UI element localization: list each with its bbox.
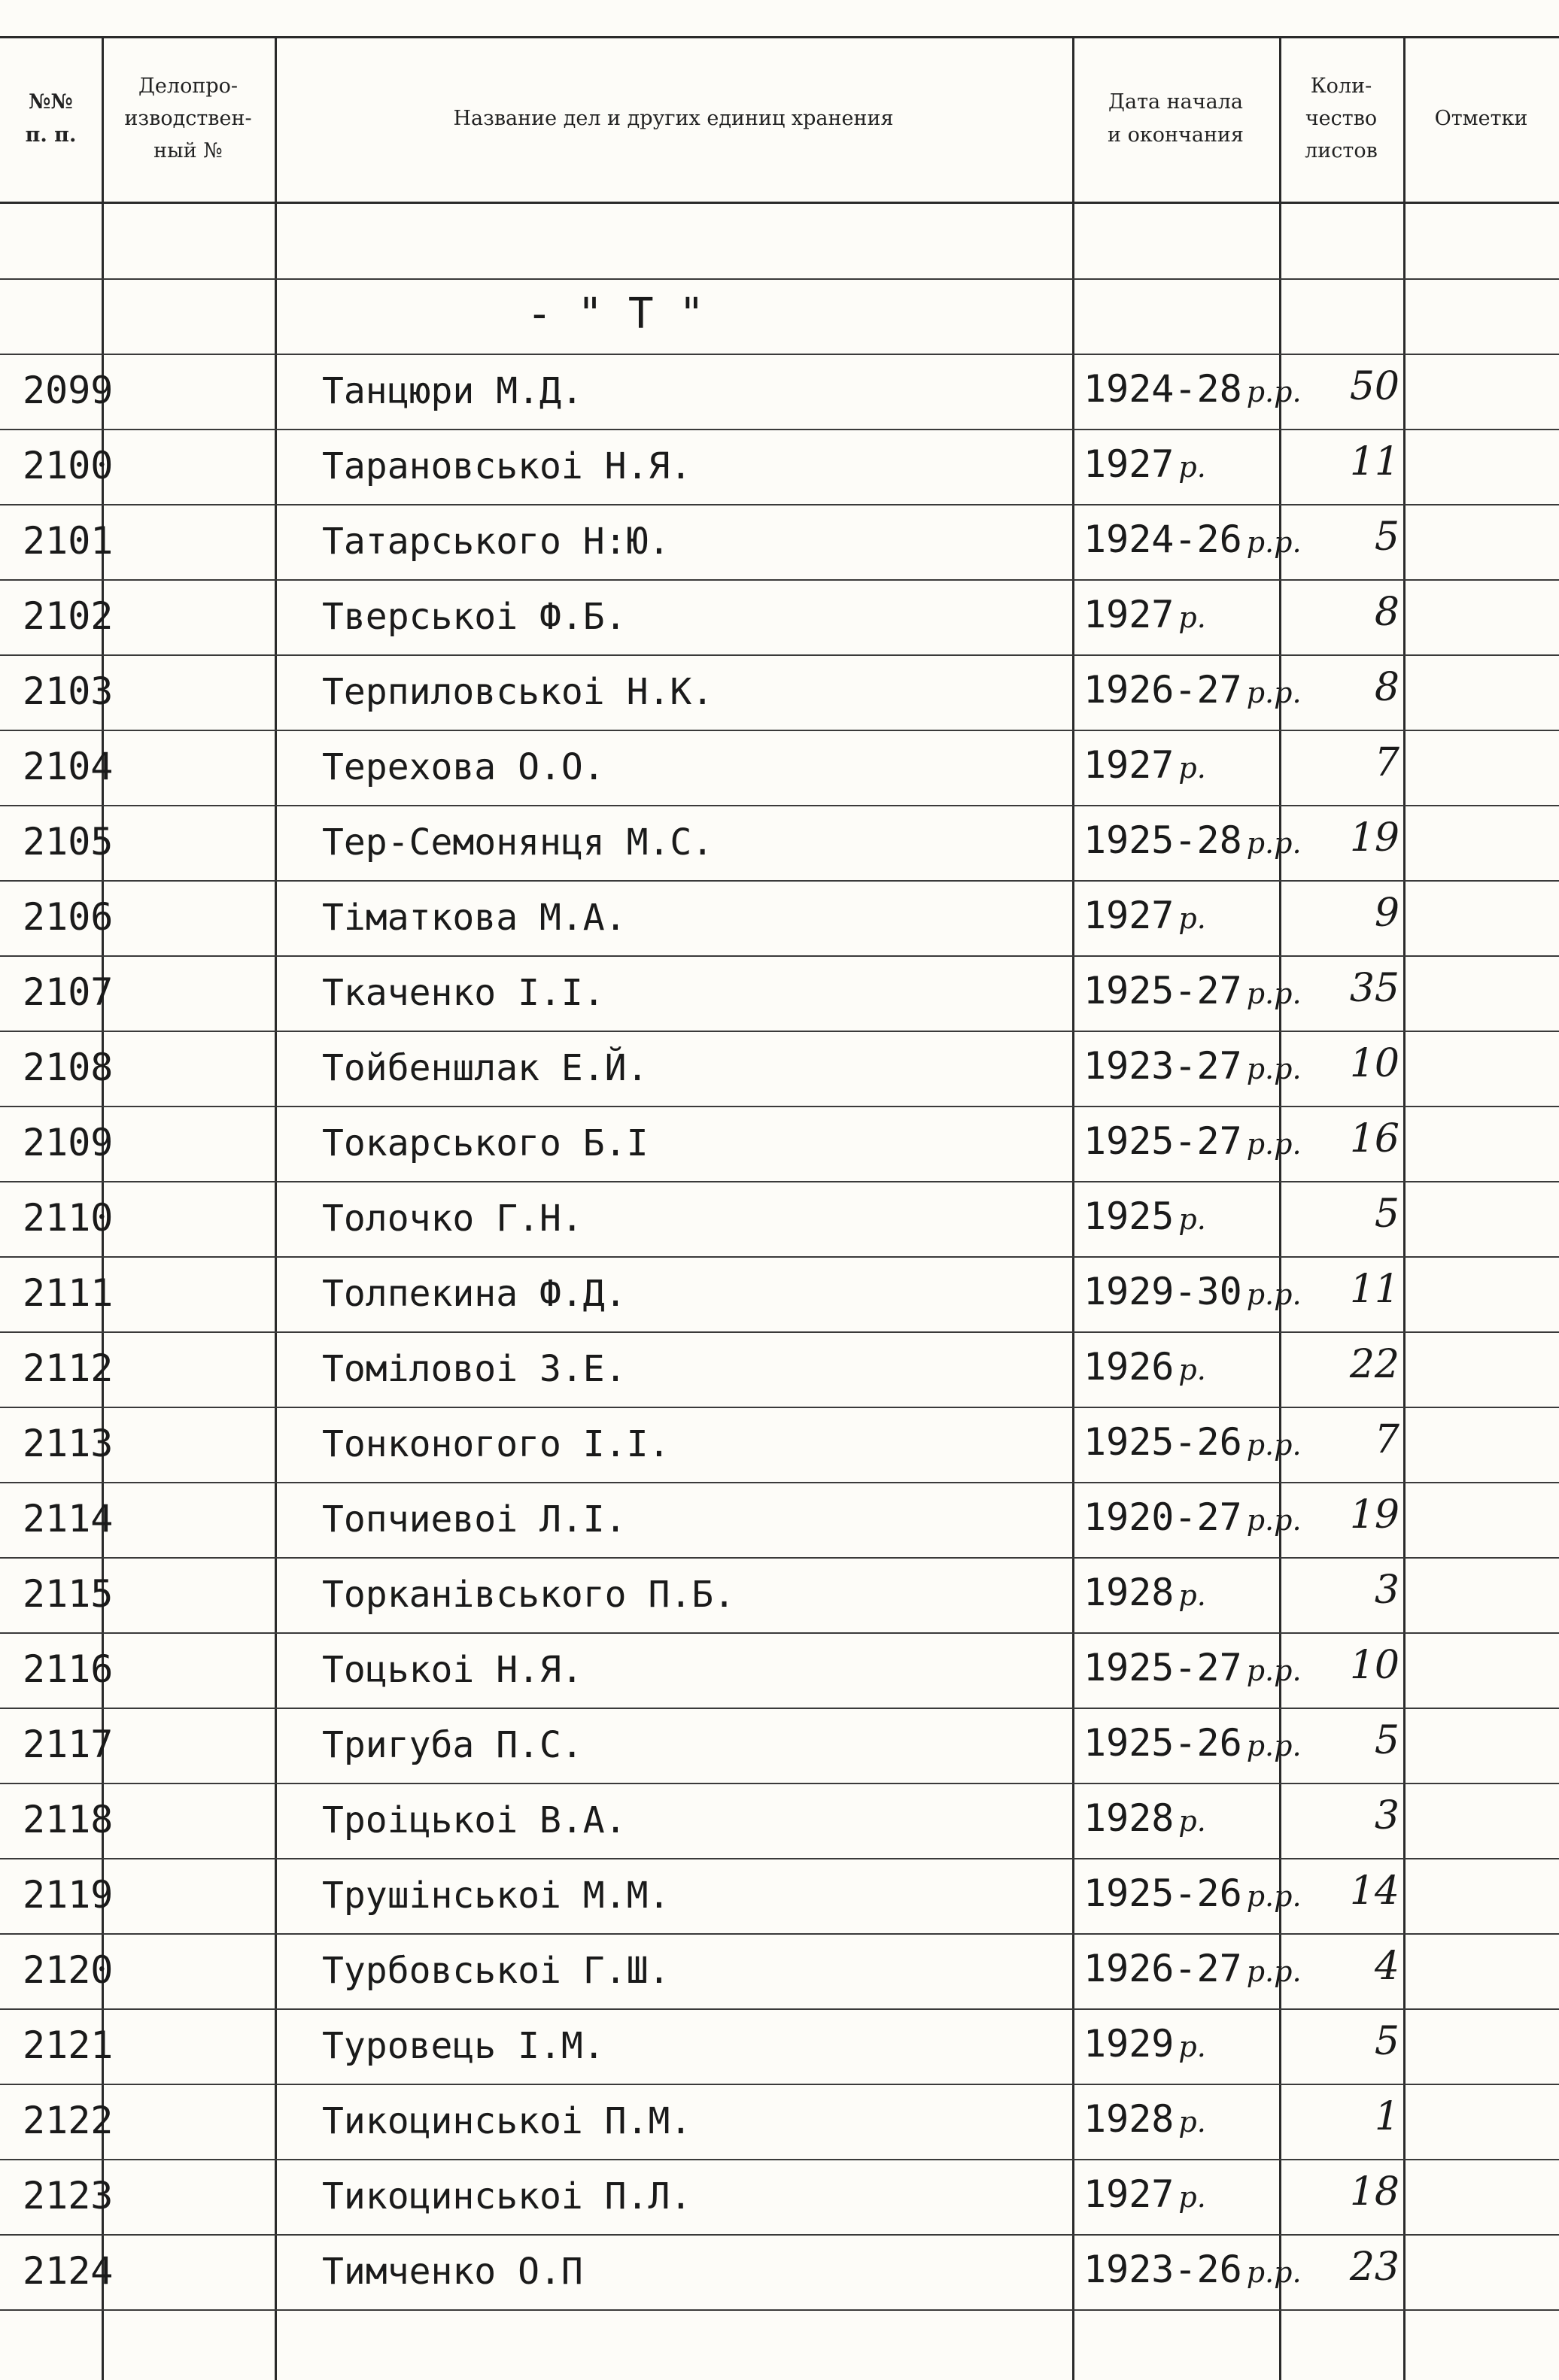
row-dates <box>1083 367 1302 411</box>
row-number: 2111 <box>23 1271 114 1315</box>
row-dates <box>1083 1044 1302 1088</box>
row-number: 2116 <box>23 1647 114 1691</box>
row-number: 2115 <box>23 1572 114 1616</box>
row-rule <box>0 429 1559 430</box>
row-year-suffix: р. <box>1178 902 1206 935</box>
row-number: 2119 <box>23 1873 114 1917</box>
row-dates <box>1083 1345 1206 1389</box>
row-rule <box>0 1256 1559 1258</box>
row-year-suffix: р. <box>1178 1353 1206 1386</box>
row-title: Туровець I.М. <box>322 2025 605 2067</box>
column-divider <box>1072 38 1074 2380</box>
row-year-suffix: р.р. <box>1246 1278 1302 1311</box>
row-date-range: 1923-26 <box>1083 2248 1242 2291</box>
row-year-suffix: р.р. <box>1246 526 1302 559</box>
row-number: 2099 <box>23 369 114 412</box>
row-number: 2114 <box>23 1497 114 1541</box>
row-number: 2110 <box>23 1196 114 1240</box>
row-rule <box>0 278 1559 280</box>
row-year-suffix: р.р. <box>1246 1428 1302 1462</box>
row-year-suffix: р.р. <box>1246 1128 1302 1161</box>
header-dates: Дата начала и окончания <box>1108 90 1244 147</box>
row-leaf-count: 5 <box>1374 2019 1399 2064</box>
row-dates <box>1083 1872 1302 1915</box>
row-number: 2123 <box>23 2174 114 2218</box>
row-rule <box>0 955 1559 957</box>
row-rule <box>0 1106 1559 1107</box>
row-leaf-count: 8 <box>1374 665 1399 710</box>
row-year-suffix: р. <box>1178 1579 1206 1612</box>
row-leaf-count: 19 <box>1349 815 1399 861</box>
row-number: 2108 <box>23 1046 114 1089</box>
row-date-range: 1925-27 <box>1083 1119 1242 1163</box>
row-dates <box>1083 442 1206 486</box>
row-title: Торканiвського П.Б. <box>322 1574 736 1616</box>
row-title: Тоцькоi Н.Я. <box>322 1649 583 1691</box>
row-dates <box>1083 518 1302 561</box>
row-leaf-count: 19 <box>1349 1492 1399 1538</box>
row-year-suffix: р. <box>1178 2030 1206 2063</box>
row-date-range: 1926-27 <box>1083 1947 1242 1990</box>
row-rule <box>0 654 1559 656</box>
row-date-range: 1920-27 <box>1083 1495 1242 1539</box>
section-letter-label: - " Т " <box>527 290 705 338</box>
row-year-suffix: р.р. <box>1246 1654 1302 1687</box>
row-date-range: 1923-27 <box>1083 1044 1242 1088</box>
row-number: 2101 <box>23 519 114 563</box>
row-title: Тригуба П.С. <box>322 1724 583 1766</box>
row-title: Троiцькоi В.А. <box>322 1799 627 1841</box>
row-rule <box>0 1557 1559 1559</box>
row-number: 2105 <box>23 820 114 864</box>
row-dates <box>1083 1420 1302 1464</box>
row-date-range: 1926 <box>1083 1345 1175 1389</box>
row-number: 2106 <box>23 895 114 939</box>
row-leaf-count: 3 <box>1374 1568 1399 1613</box>
row-rule <box>0 1933 1559 1935</box>
row-dates <box>1083 894 1206 937</box>
row-year-suffix: р. <box>1178 2181 1206 2214</box>
row-leaf-count: 5 <box>1374 1718 1399 1763</box>
header-number: №№ п. п. <box>25 90 77 147</box>
row-dates <box>1083 593 1206 636</box>
row-year-suffix: р.р. <box>1246 1052 1302 1085</box>
row-dates <box>1083 1646 1302 1689</box>
row-dates <box>1083 969 1302 1012</box>
header-notes: Отметки <box>1434 106 1528 130</box>
row-number: 2113 <box>23 1422 114 1465</box>
row-leaf-count: 4 <box>1374 1944 1399 1989</box>
row-leaf-count: 18 <box>1349 2169 1399 2215</box>
row-year-suffix: р.р. <box>1246 2256 1302 2289</box>
row-title: Тарановськоi Н.Я. <box>322 445 692 487</box>
row-rule <box>0 2234 1559 2236</box>
row-number: 2122 <box>23 2099 114 2142</box>
row-number: 2120 <box>23 1948 114 1992</box>
row-title: Терехова О.О. <box>322 746 605 788</box>
row-date-range: 1927 <box>1083 593 1175 636</box>
row-rule <box>0 1482 1559 1483</box>
row-leaf-count: 1 <box>1374 2094 1399 2139</box>
row-dates <box>1083 2022 1206 2066</box>
row-title: Топчиевоi Л.I. <box>322 1498 627 1541</box>
row-number: 2124 <box>23 2249 114 2293</box>
row-date-range: 1925-27 <box>1083 969 1242 1012</box>
row-rule <box>0 1181 1559 1182</box>
row-year-suffix: р.р. <box>1246 1729 1302 1762</box>
row-number: 2104 <box>23 745 114 788</box>
row-leaf-count: 35 <box>1349 966 1399 1011</box>
row-rule <box>0 2309 1559 2311</box>
header-office-number: Делопро- изводствен- ный № <box>124 74 252 163</box>
row-date-range: 1928 <box>1083 1571 1175 1614</box>
row-number: 2103 <box>23 669 114 713</box>
header-bottom-border <box>0 202 1559 204</box>
row-dates <box>1083 1270 1302 1313</box>
row-title: Тер-Семонянця М.С. <box>322 821 714 864</box>
row-title: Турбовськоi Г.Ш. <box>322 1950 670 1992</box>
row-leaf-count: 50 <box>1349 364 1399 409</box>
row-dates <box>1083 1796 1206 1840</box>
row-title: Тверськоi Ф.Б. <box>322 596 627 638</box>
row-leaf-count: 3 <box>1374 1793 1399 1838</box>
row-dates <box>1083 668 1302 712</box>
row-title: Танцюри М.Д. <box>322 370 583 412</box>
row-year-suffix: р.р. <box>1246 827 1302 860</box>
row-rule <box>0 2008 1559 2010</box>
row-number: 2112 <box>23 1346 114 1390</box>
row-date-range: 1927 <box>1083 442 1175 486</box>
row-title: Тойбеншлак Е.Й. <box>322 1047 649 1089</box>
row-title: Татарського Н:Ю. <box>322 521 670 563</box>
row-rule <box>0 579 1559 581</box>
row-year-suffix: р. <box>1178 2105 1206 2139</box>
row-date-range: 1929 <box>1083 2022 1175 2066</box>
row-dates <box>1083 2248 1302 2291</box>
row-date-range: 1926-27 <box>1083 668 1242 712</box>
row-rule <box>0 504 1559 505</box>
row-title: Толпекина Ф.Д. <box>322 1273 627 1315</box>
row-title: Тикоцинськоi П.М. <box>322 2100 692 2142</box>
row-year-suffix: р.р. <box>1246 977 1302 1010</box>
row-leaf-count: 10 <box>1349 1041 1399 1086</box>
row-year-suffix: р. <box>1178 451 1206 484</box>
row-rule <box>0 2084 1559 2085</box>
row-number: 2117 <box>23 1723 114 1766</box>
row-year-suffix: р.р. <box>1246 1880 1302 1913</box>
row-dates <box>1083 1495 1302 1539</box>
row-year-suffix: р. <box>1178 1805 1206 1838</box>
row-title: Томiловоi З.Е. <box>322 1348 627 1390</box>
row-year-suffix: р.р. <box>1246 375 1302 408</box>
row-date-range: 1927 <box>1083 894 1175 937</box>
row-leaf-count: 5 <box>1374 515 1399 560</box>
row-year-suffix: р.р. <box>1246 676 1302 709</box>
column-divider <box>1403 38 1406 2380</box>
row-year-suffix: р.р. <box>1246 1955 1302 1988</box>
row-title: Толочко Г.Н. <box>322 1198 583 1240</box>
row-date-range: 1925-26 <box>1083 1721 1242 1765</box>
row-rule <box>0 2159 1559 2160</box>
row-dates <box>1083 1721 1302 1765</box>
row-rule <box>0 880 1559 882</box>
row-dates <box>1083 2172 1206 2216</box>
row-date-range: 1927 <box>1083 2172 1175 2216</box>
row-number: 2102 <box>23 594 114 638</box>
row-date-range: 1925 <box>1083 1195 1175 1238</box>
row-date-range: 1924-28 <box>1083 367 1242 411</box>
row-dates <box>1083 743 1206 787</box>
row-number: 2100 <box>23 444 114 487</box>
row-date-range: 1929-30 <box>1083 1270 1242 1313</box>
row-date-range: 1927 <box>1083 743 1175 787</box>
header-title: Название дел и других единиц хранения <box>453 106 894 130</box>
row-rule <box>0 1708 1559 1709</box>
row-year-suffix: р.р. <box>1246 1504 1302 1537</box>
row-leaf-count: 7 <box>1374 1417 1399 1462</box>
row-title: Ткаченко I.I. <box>322 972 605 1014</box>
row-number: 2107 <box>23 970 114 1014</box>
row-year-suffix: р. <box>1178 751 1206 785</box>
row-leaf-count: 8 <box>1374 590 1399 635</box>
row-rule <box>0 805 1559 806</box>
row-rule <box>0 1331 1559 1333</box>
row-dates <box>1083 1195 1206 1238</box>
row-dates <box>1083 1119 1302 1163</box>
row-rule <box>0 1632 1559 1634</box>
row-rule <box>0 1031 1559 1032</box>
row-dates <box>1083 818 1302 862</box>
row-title: Тимченко О.П <box>322 2251 583 2293</box>
row-leaf-count: 16 <box>1349 1116 1399 1161</box>
row-leaf-count: 5 <box>1374 1192 1399 1237</box>
row-rule <box>0 1858 1559 1859</box>
row-rule <box>0 1407 1559 1408</box>
row-date-range: 1925-26 <box>1083 1420 1242 1464</box>
row-date-range: 1925-28 <box>1083 818 1242 862</box>
row-leaf-count: 7 <box>1374 740 1399 785</box>
row-date-range: 1925-26 <box>1083 1872 1242 1915</box>
row-leaf-count: 10 <box>1349 1643 1399 1688</box>
row-title: Тонконогого I.I. <box>322 1423 670 1465</box>
row-title: Токарського Б.I <box>322 1122 649 1164</box>
row-dates <box>1083 1571 1206 1614</box>
row-rule <box>0 354 1559 355</box>
row-leaf-count: 9 <box>1374 891 1399 936</box>
row-leaf-count: 14 <box>1349 1868 1399 1914</box>
row-year-suffix: р. <box>1178 601 1206 634</box>
row-number: 2121 <box>23 2023 114 2067</box>
row-leaf-count: 11 <box>1349 1267 1399 1312</box>
header-leaves: Коли- чество листов <box>1305 74 1378 163</box>
row-title: Тикоцинськоi П.Л. <box>322 2175 692 2218</box>
row-date-range: 1925-27 <box>1083 1646 1242 1689</box>
row-date-range: 1928 <box>1083 2097 1175 2141</box>
row-date-range: 1924-26 <box>1083 518 1242 561</box>
row-dates <box>1083 2097 1206 2141</box>
column-divider <box>275 38 277 2380</box>
row-title: Трушiнськоi М.М. <box>322 1875 670 1917</box>
row-number: 2118 <box>23 1798 114 1841</box>
row-leaf-count: 11 <box>1349 439 1399 484</box>
row-year-suffix: р. <box>1178 1203 1206 1236</box>
row-leaf-count: 23 <box>1349 2245 1399 2290</box>
row-title: Терпиловськоi Н.К. <box>322 671 714 713</box>
row-dates <box>1083 1947 1302 1990</box>
row-leaf-count: 22 <box>1349 1342 1399 1387</box>
row-date-range: 1928 <box>1083 1796 1175 1840</box>
row-rule <box>0 1783 1559 1784</box>
row-title: Тiматкова М.А. <box>322 897 627 939</box>
row-number: 2109 <box>23 1121 114 1164</box>
row-rule <box>0 730 1559 731</box>
